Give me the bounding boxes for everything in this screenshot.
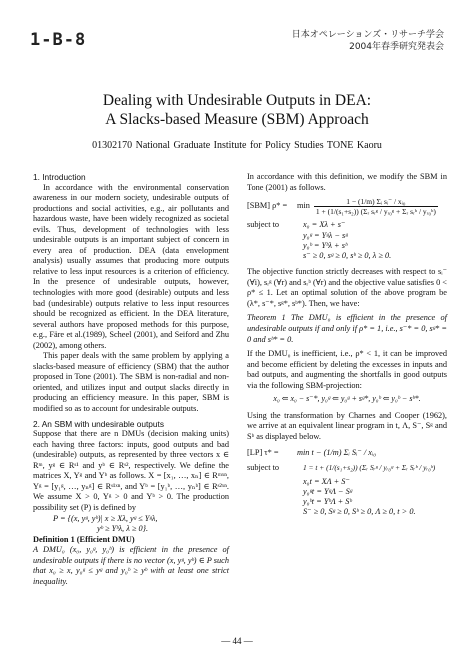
paper-title (0, 91, 474, 129)
title-line-2: A Slacks-based Measure (SBM) Approach (105, 111, 369, 128)
sbm-denominator: 1 + (1/(s₁+s₂)) (Σᵣ sᵣᵍ / yᵣ₀ᵍ + Σᵣ sᵣᵇ / yᵣ₀ᵇ) (315, 207, 436, 217)
constraint: 1 = t + (1/(s₁+s₂)) (Σᵣ Sᵣᵍ / yᵣ₀ᵍ + Σᵣ Sᵣᵇ / yᵣ₀ᵇ) (303, 463, 436, 472)
constraints-sbm (247, 220, 447, 231)
definition-body: A DMU₀ (x₀, y₀ᵍ, y₀ᵇ) is efficient in the presence of undesirable outputs if there is no vector (x, yᵍ, yᵇ) ∈ P such that x₀ ≥ x, y₀ᵍ ≤ yᵍ and y₀ᵇ ≥ yᵇ with at least one strict inequality. (33, 545, 230, 586)
right-column (247, 172, 447, 517)
paragraph: The objective function strictly decreases with respect to sᵢ⁻ (∀i), sᵣᵍ (∀r) and sᵣᵇ (∀r) and the objective value satisfies 0 < ρ* ≤ 1. Let an optimal solution of the above program be (λ*, s⁻*, sᵍ*, sᵇ*). Then, we have: (247, 267, 447, 308)
sbm-numerator: 1 − (1/m) Σᵢ sᵢ⁻ / xᵢ₀ (314, 197, 438, 207)
conference-society: 日本オペレーションズ・リサーチ学会 (291, 30, 444, 40)
constraint-list (247, 231, 447, 262)
constraint: y₀ᵍt = YᵍΛ − Sᵍ (303, 486, 353, 496)
section-heading-sbm: 2. An SBM with undesirable outputs (33, 418, 164, 429)
constraint: y₀ᵇt = YᵇΛ + Sᵇ (303, 496, 352, 506)
paragraph: In accordance with this definition, we modify the SBM in Tone (2001) as follows. (247, 172, 447, 192)
paragraph: This paper deals with the same problem by applying a slacks-based measure of efficiency (SBM) that the author proposed in Tone (2001). The SBM is non-radial and non-oriented, and utilizes input and output slacks directly in producing an efficiency measure. In this paper, SBM is modified so as to account for undesirable outputs. (33, 351, 229, 414)
constraint: S⁻ ≥ 0, Sᵍ ≥ 0, Sᵇ ≥ 0, Λ ≥ 0, t > 0. (303, 507, 416, 517)
equation-lp (247, 448, 447, 459)
section-heading-introduction: 1. Introduction (33, 172, 86, 182)
equation-label: [LP] τ* = (247, 448, 279, 458)
subject-to-label: subject to (247, 463, 280, 472)
min-operator: min (297, 201, 310, 211)
paragraph: Suppose that there are n DMUs (decision making units) each having three factors: inputs, good outputs and bad (undesirable) outputs, as represented by three vectors x ∈ Rᵐ, yᵍ ∈ Rˢ¹ and yᵇ ∈ Rˢ², respectively. We define the matrices X, Yᵍ and Yᵇ as follows. X = [x₁, …, xₙ] ∈ Rᵐˣⁿ, Yᵍ = [y₁ᵍ, …, yₙᵍ] ∈ Rˢ¹ˣⁿ, and Yᵇ = [y₁ᵇ, …, yₙᵇ] ∈ Rˢ²ˣⁿ. We assume X > 0, Yᵍ > 0 and Yᵇ > 0. The production possibility set (P) is defined by (33, 429, 229, 512)
conference-meeting: 2004年春季研究発表会 (349, 42, 444, 52)
constraint: x₀ = Xλ + s⁻ (303, 220, 346, 230)
paragraph: Using the transformation by Charnes and Cooper (1962), we arrive at an equivalent linear program in t, Λ, S⁻, Sᵍ and Sᵇ as displayed below. (247, 410, 447, 441)
constraint: y₀ᵇ = Yᵇλ + sᵇ (303, 240, 348, 250)
equation-label: [SBM] ρ* = (247, 201, 288, 211)
equation-pps-1: P = {(x, yᵍ, yᵇ)| x ≥ Xλ, yᵍ ≤ Yᵍλ, (53, 513, 158, 523)
constraint-list (247, 477, 447, 518)
sbm-fraction (314, 197, 438, 216)
session-code: 1-B-8 (30, 30, 87, 50)
conference-info (292, 29, 444, 53)
definition-heading: Definition 1 (Efficient DMU) (33, 534, 135, 544)
constraint: x₀t = XΛ + S⁻ (303, 476, 350, 486)
author-line: 01302170 National Graduate Institute for Policy Studies TONE Kaoru (92, 140, 382, 151)
equation-projection: x₀ ⇐ x₀ − s⁻*, y₀ᵍ ⇐ y₀ᵍ + sᵍ*, y₀ᵇ ⇐ y₀ᵇ − sᵇ*. (273, 394, 421, 404)
constraints-lp (247, 463, 447, 474)
paragraph: If the DMU₀ is inefficient, i.e., ρ* < 1, it can be improved and become efficient by deleting the excesses in inputs and bad outputs, and augmenting the shortfalls in good outputs via the following SBM-projection: (247, 349, 447, 390)
page-number: — 44 — (221, 636, 253, 646)
lp-objective: min t − (1/m) Σᵢ Sᵢ⁻ / xᵢ₀ (297, 448, 377, 458)
theorem-1: Theorem 1 The DMU₀ is efficient in the presence of undesirable outputs if and only if ρ* = 1, i.e., s⁻* = 0, sᵍ* = 0 and sᵇ* = 0. (247, 313, 447, 344)
constraint: s⁻ ≥ 0, sᵍ ≥ 0, sᵇ ≥ 0, λ ≥ 0. (303, 251, 392, 261)
paragraph: In accordance with the environmental conservation awareness in our modern society, undesirable outputs of productions and social activities, e.g., air pollutants and hazardous waste, have been widely recognized as societal evils. Thus, development of technologies with less undesirable outputs is an important subject of concern in every area of production. DEA (data envelopment analysis) usually assumes that producing more outputs relative to less input resources is a criterion of efficiency. In the presence of undesirable outputs, however, technologies with more good (desirable) outputs and less bad (undesirable) outputs relative to less input resources should be recognized as efficient. In the DEA literature, several authors have proposed methods for this purpose, e.g., Färe et al.(1989), Scheel (2001), and Seiford and Zhu (2002), among others. (33, 182, 229, 350)
left-column (33, 172, 229, 587)
title-line-1: Dealing with Undesirable Outputs in DEA: (102, 92, 372, 109)
equation-sbm (247, 197, 447, 216)
subject-to-label: subject to (247, 220, 280, 230)
equation-pps-2: yᵇ ≥ Yᵇλ, λ ≥ 0}. (97, 524, 149, 534)
constraint: y₀ᵍ = Yᵍλ − sᵍ (303, 230, 348, 240)
